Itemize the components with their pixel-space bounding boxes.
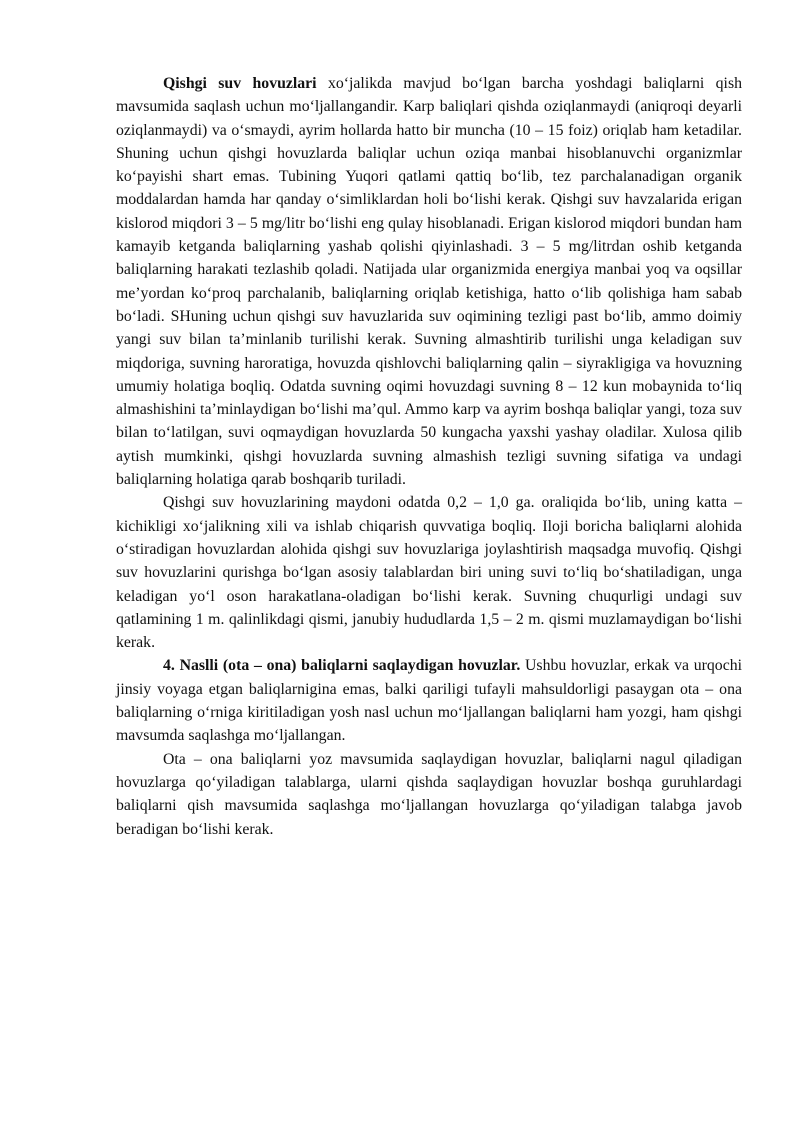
section-heading: 4. Naslli (ota – ona) baliqlarni saqlaydigan hovuzlar. <box>163 657 521 675</box>
paragraph-broodstock-requirements <box>116 748 742 841</box>
paragraph-heading: Qishgi suv hovuzlari <box>163 75 317 92</box>
paragraph-text: Ushbu hovuzlar, erkak va urqochi jinsiy voyaga etgan baliqlarnigina emas, balki qariligi tufayli mahsuldorligi pasaygan ota – ona baliqlarning o‘rniga kiritiladigan yosh nasl uchun mo‘ljallangan baliqlarni ham yozgi, ham qishgi mavsumda saqlashga mo‘ljallangan. <box>116 657 743 745</box>
paragraph-text: Qishgi suv hovuzlarining maydoni odatda 0,2 – 1,0 ga. oraliqida bo‘lib, uning katta – kichikligi xo‘jalikning xili va ishlab chiqarish quvvatiga boqliq. Iloji boricha baliqlarni alohida o‘stiradigan hovuzlardan alohida qishgi suv hovuzlariga joylashtirish maqsadga muvofiq. Qishgi suv hovuzlarini qurishga bo‘lgan asosiy talablardan biri uning suvi to‘liq bo‘shatiladigan, unga keladigan yo‘l oson harakatlana-oladigan bo‘lishi kerak. Suvning chuqurligi undagi suv qatlamining 1 m. qalinlikdagi qismi, janubiy hududlarda 1,5 – 2 m. qismi muzlamaydigan bo‘lishi kerak. <box>116 494 742 652</box>
paragraph-winter-ponds <box>116 72 742 491</box>
paragraph-text: xo‘jalikda mavjud bo‘lgan barcha yoshdagi baliqlarni qish mavsumida saqlash uchun mo‘ljallangandir. Karp baliqlari qishda oziqlanmaydi (aniqroqi deyarli oziqlanmaydi) va o‘smaydi, ayrim hollarda hatto bir muncha (10 – 15 foiz) oriqlab ham ketadilar. Shuning uchun qishgi hovuzlarda baliqlar uchun oziqa manbai hisoblanuvchi organizmlar ko‘payishi shart emas. Tubining Yuqori qatlami qattiq bo‘lib, tez parchalanadigan organik moddalardan hamda har qanday o‘simliklardan holi bo‘lishi kerak. Qishgi suv havzalarida erigan kislorod miqdori 3 – 5 mg/litr bo‘lishi eng qulay hisoblanadi. Erigan kislorod miqdori bundan ham kamayib ketganda baliqlarning yashab qolishi qiyinlashadi. 3 – 5 mg/litrdan oshib ketganda baliqlarning harakati tezlashib qoladi. Natijada ular organizmida energiya manbai yoq va oqsillar me’yordan ko‘proq parchalanib, baliqlarning oriqlab ketishiga, hatto o‘lib qolishiga ham sabab bo‘ladi. SHuning uchun qishgi suv havuzlarida suv oqimining tezligi past bo‘lib, ammo doimiy yangi suv bilan ta’minlanib turilishi kerak. Suvning almashtirib turilishi unga keladigan suv miqdoriga, suvning haroratiga, hovuzda qishlovchi baliqlarning qalin – siyrakligiga va hovuzning umumiy holatiga boqliq. Odatda suvning oqimi hovuzdagi suvning 8 – 12 kun mobaynida to‘liq almashishini ta’minlaydigan bo‘lishi ma’qul. Ammo karp va ayrim boshqa baliqlar yangi, toza suv bilan to‘latilgan, suvi oqmaydigan hovuzlarda 50 kungacha yaxshi yashay oladilar. Xulosa qilib aytish mumkinki, qishgi hovuzlarda suvning almashish tezligi suvning sifatiga va undagi baliqlarning holatiga qarab boshqarib turiladi. <box>116 75 742 489</box>
paragraph-broodstock-ponds <box>116 654 742 747</box>
document-page <box>116 72 742 841</box>
paragraph-winter-pond-area <box>116 491 742 654</box>
paragraph-text: Ota – ona baliqlarni yoz mavsumida saqlaydigan hovuzlar, baliqlarni nagul qiladigan hovuzlarga qo‘yiladigan talablarga, ularni qishda saqlaydigan hovuzlar boshqa guruhlardagi baliqlarni qish mavsumida saqlashga mo‘ljallangan hovuzlarga qo‘yiladigan talabga javob beradigan bo‘lishi kerak. <box>116 750 742 838</box>
